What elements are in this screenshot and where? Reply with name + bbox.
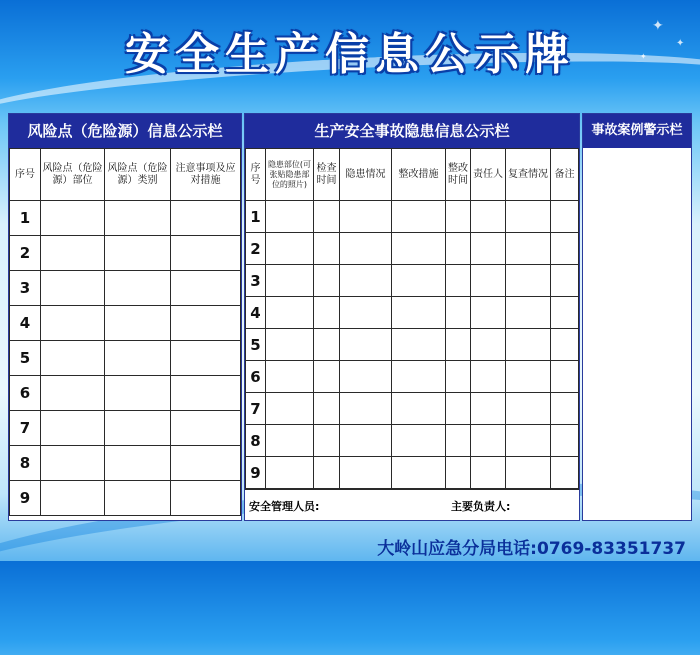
board-title: 安全生产信息公示牌 (125, 29, 575, 80)
table-cell[interactable] (171, 341, 241, 376)
table-cell[interactable] (41, 481, 105, 516)
table-cell[interactable] (506, 233, 551, 265)
table-cell[interactable] (551, 265, 579, 297)
table-cell[interactable] (551, 201, 579, 233)
table-cell[interactable] (471, 329, 506, 361)
row-number: 4 (246, 297, 266, 329)
row-number: 6 (10, 376, 41, 411)
table-row (10, 236, 241, 271)
table-cell[interactable] (41, 306, 105, 341)
table-cell[interactable] (41, 271, 105, 306)
table-cell[interactable] (392, 265, 446, 297)
table-row (10, 306, 241, 341)
table-cell[interactable] (314, 233, 340, 265)
star-icon: ✦ (640, 52, 647, 61)
table-row (246, 457, 579, 489)
column-header: 风险点（危险源）部位 (41, 149, 105, 201)
column-header: 整改时间 (446, 149, 471, 201)
table-cell[interactable] (506, 329, 551, 361)
table-cell[interactable] (392, 233, 446, 265)
column-header: 隐患部位(可张贴隐患部位的照片) (266, 149, 314, 201)
table-cell[interactable] (340, 361, 392, 393)
table-cell[interactable] (266, 265, 314, 297)
case-panel (582, 113, 692, 521)
table-cell[interactable] (551, 233, 579, 265)
table-row (10, 341, 241, 376)
table-cell[interactable] (506, 425, 551, 457)
table-cell[interactable] (446, 393, 471, 425)
table-cell[interactable] (340, 233, 392, 265)
table-header-row (246, 149, 579, 201)
table-cell[interactable] (266, 201, 314, 233)
column-header: 整改措施 (392, 149, 446, 201)
table-cell[interactable] (392, 457, 446, 489)
row-number: 2 (246, 233, 266, 265)
column-header: 隐患情况 (340, 149, 392, 201)
table-cell[interactable] (471, 297, 506, 329)
table-cell[interactable] (446, 329, 471, 361)
table-cell[interactable] (266, 425, 314, 457)
row-number: 9 (10, 481, 41, 516)
row-number: 5 (10, 341, 41, 376)
table-cell[interactable] (340, 457, 392, 489)
table-cell[interactable] (105, 306, 171, 341)
table-cell[interactable] (266, 393, 314, 425)
table-cell[interactable] (105, 446, 171, 481)
chief-label: 主要负责人: (451, 500, 511, 513)
table-cell[interactable] (266, 329, 314, 361)
phone-line: 大岭山应急分局电话:0769-83351737 (377, 539, 686, 559)
table-row (10, 446, 241, 481)
table-cell[interactable] (392, 297, 446, 329)
table-cell[interactable] (266, 361, 314, 393)
risk-panel-header: 风险点（危险源）信息公示栏 (9, 114, 241, 148)
table-cell[interactable] (392, 361, 446, 393)
table-cell[interactable] (506, 457, 551, 489)
column-header: 风险点（危险源）类别 (105, 149, 171, 201)
table-cell[interactable] (392, 329, 446, 361)
table-cell[interactable] (266, 457, 314, 489)
table-cell[interactable] (314, 329, 340, 361)
table-cell[interactable] (446, 233, 471, 265)
table-cell[interactable] (314, 361, 340, 393)
column-header: 序号 (10, 149, 41, 201)
table-cell[interactable] (340, 393, 392, 425)
table-cell[interactable] (171, 271, 241, 306)
table-row (246, 425, 579, 457)
row-number: 7 (246, 393, 266, 425)
table-cell[interactable] (105, 201, 171, 236)
table-cell[interactable] (471, 233, 506, 265)
table-cell[interactable] (471, 425, 506, 457)
star-icon: ✦ (652, 18, 664, 34)
table-row (246, 393, 579, 425)
table-cell[interactable] (41, 201, 105, 236)
table-cell[interactable] (105, 341, 171, 376)
table-cell[interactable] (392, 393, 446, 425)
table-cell[interactable] (105, 376, 171, 411)
table-cell[interactable] (314, 457, 340, 489)
table-cell[interactable] (471, 393, 506, 425)
risk-panel (8, 113, 242, 521)
table-cell[interactable] (551, 457, 579, 489)
row-number: 7 (10, 411, 41, 446)
table-cell[interactable] (551, 297, 579, 329)
table-cell[interactable] (171, 446, 241, 481)
table-cell[interactable] (340, 265, 392, 297)
table-cell[interactable] (551, 329, 579, 361)
table-cell[interactable] (314, 425, 340, 457)
table-cell[interactable] (314, 201, 340, 233)
table-cell[interactable] (41, 341, 105, 376)
table-cell[interactable] (551, 361, 579, 393)
row-number: 3 (246, 265, 266, 297)
row-number: 2 (10, 236, 41, 271)
hazard-panel-header: 生产安全事故隐患信息公示栏 (245, 114, 579, 148)
table-cell[interactable] (105, 481, 171, 516)
table-row (10, 481, 241, 516)
table-cell[interactable] (471, 265, 506, 297)
table-cell[interactable] (41, 411, 105, 446)
case-panel-header: 事故案例警示栏 (583, 114, 691, 148)
row-number: 6 (246, 361, 266, 393)
table-cell[interactable] (171, 481, 241, 516)
row-number: 8 (246, 425, 266, 457)
table-cell[interactable] (171, 376, 241, 411)
table-cell[interactable] (551, 393, 579, 425)
table-row (10, 201, 241, 236)
table-cell[interactable] (392, 201, 446, 233)
table-row (246, 201, 579, 233)
row-number: 4 (10, 306, 41, 341)
table-cell[interactable] (41, 376, 105, 411)
table-cell[interactable] (506, 201, 551, 233)
table-cell[interactable] (506, 265, 551, 297)
table-cell[interactable] (446, 425, 471, 457)
table-cell[interactable] (446, 297, 471, 329)
table-cell[interactable] (446, 457, 471, 489)
risk-table (9, 148, 241, 516)
row-number: 5 (246, 329, 266, 361)
table-cell[interactable] (41, 236, 105, 271)
column-header: 复查情况 (506, 149, 551, 201)
row-number: 1 (246, 201, 266, 233)
signature-row (245, 489, 579, 520)
safety-manager-label: 安全管理人员: (249, 500, 320, 513)
star-icon: ✦ (676, 38, 685, 49)
table-cell[interactable] (446, 201, 471, 233)
table-cell[interactable] (340, 201, 392, 233)
table-cell[interactable] (471, 201, 506, 233)
table-cell[interactable] (340, 329, 392, 361)
table-cell[interactable] (314, 297, 340, 329)
table-cell[interactable] (171, 201, 241, 236)
table-cell[interactable] (340, 425, 392, 457)
table-cell[interactable] (551, 425, 579, 457)
table-cell[interactable] (171, 306, 241, 341)
table-cell[interactable] (105, 411, 171, 446)
table-cell[interactable] (314, 265, 340, 297)
table-row (10, 271, 241, 306)
column-header: 责任人 (471, 149, 506, 201)
row-number: 1 (10, 201, 41, 236)
table-cell[interactable] (340, 297, 392, 329)
table-cell[interactable] (171, 236, 241, 271)
table-cell[interactable] (105, 271, 171, 306)
hazard-panel (244, 113, 580, 521)
column-header: 检查时间 (314, 149, 340, 201)
table-cell[interactable] (471, 361, 506, 393)
table-cell[interactable] (41, 446, 105, 481)
table-row (10, 376, 241, 411)
table-cell[interactable] (471, 457, 506, 489)
row-number: 9 (246, 457, 266, 489)
table-row (246, 329, 579, 361)
table-cell[interactable] (105, 236, 171, 271)
column-header: 序号 (246, 149, 266, 201)
table-cell[interactable] (392, 425, 446, 457)
table-cell[interactable] (446, 265, 471, 297)
table-row (246, 361, 579, 393)
table-row (246, 297, 579, 329)
column-header: 备注 (551, 149, 579, 201)
table-cell[interactable] (266, 297, 314, 329)
table-header-row (10, 149, 241, 201)
column-header: 注意事项及应对措施 (171, 149, 241, 201)
table-cell[interactable] (314, 393, 340, 425)
table-cell[interactable] (506, 393, 551, 425)
table-row (10, 411, 241, 446)
table-row (246, 265, 579, 297)
row-number: 8 (10, 446, 41, 481)
table-cell[interactable] (506, 361, 551, 393)
table-cell[interactable] (266, 233, 314, 265)
hazard-table (245, 148, 579, 489)
table-cell[interactable] (506, 297, 551, 329)
table-cell[interactable] (446, 361, 471, 393)
row-number: 3 (10, 271, 41, 306)
table-row (246, 233, 579, 265)
table-cell[interactable] (171, 411, 241, 446)
